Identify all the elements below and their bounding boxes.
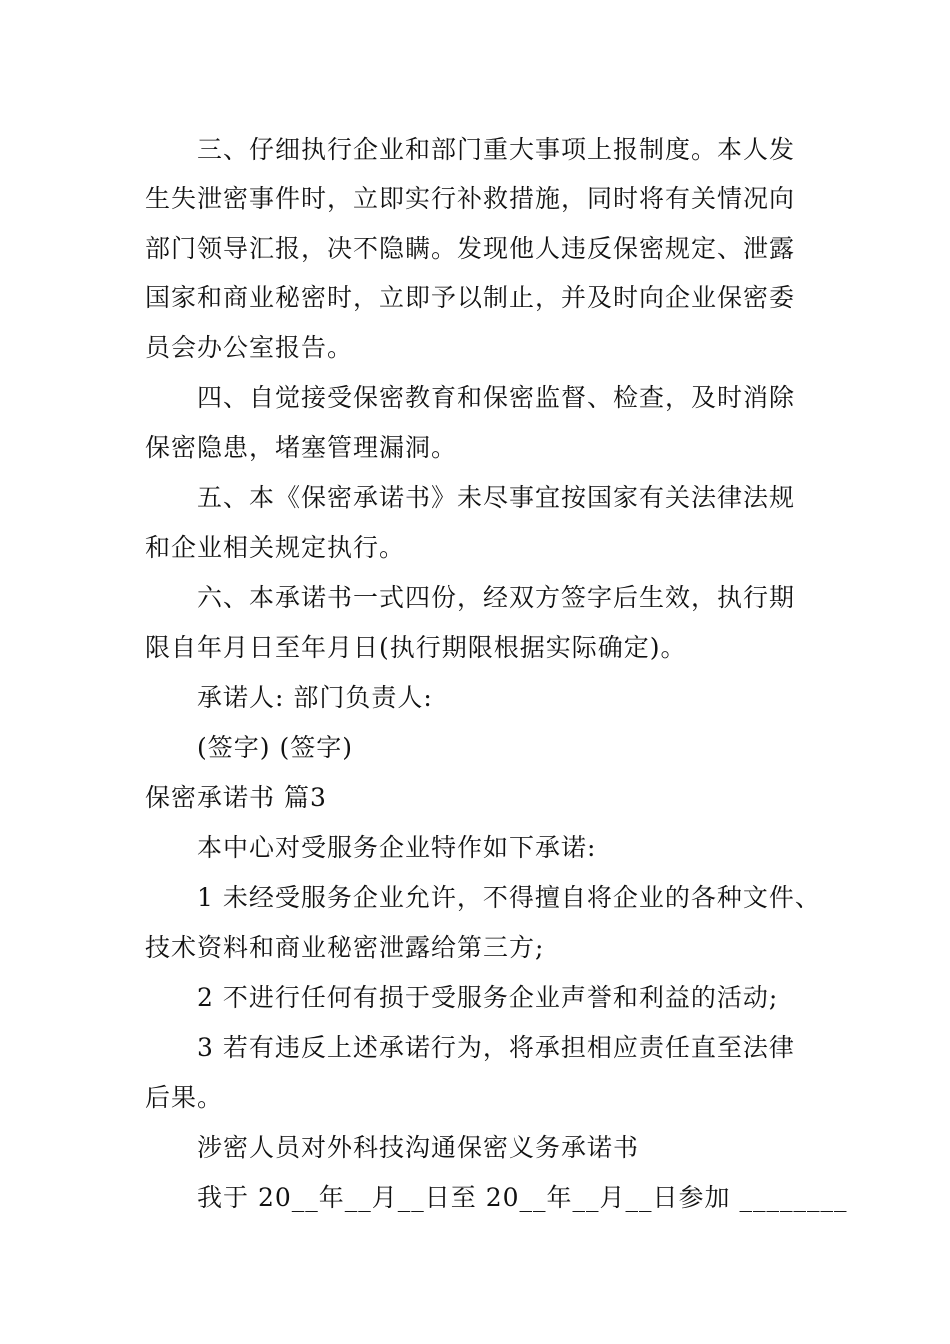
- text-line: 四、自觉接受保密教育和保密监督、检查，及时消除: [197, 383, 796, 412]
- text-line: 保密隐患，堵塞管理漏洞。: [145, 433, 458, 462]
- text-line: 国家和商业秘密时，立即予以制止，并及时向企业保密委: [145, 283, 796, 312]
- list-item: 3 若有违反上述承诺行为，将承担相应责任直至法律: [197, 1033, 795, 1062]
- text-line: 员会办公室报告。: [145, 333, 354, 362]
- text-line: 技术资料和商业秘密泄露给第三方;: [145, 933, 545, 962]
- list-item: 1 未经受服务企业允许，不得擅自将企业的各种文件、: [197, 883, 821, 912]
- text-line: 部门领导汇报，决不隐瞒。发现他人违反保密规定、泄露: [145, 234, 796, 263]
- text-line: 五、本《保密承诺书》未尽事宜按国家有关法律法规: [197, 483, 796, 512]
- text-line: 本中心对受服务企业特作如下承诺:: [197, 833, 597, 862]
- text-line: 生失泄密事件时，立即实行补救措施，同时将有关情况向: [145, 184, 796, 213]
- text-line: 三、仔细执行企业和部门重大事项上报制度。本人发: [197, 135, 796, 164]
- signer-label-line: 承诺人: 部门负责人:: [197, 683, 433, 712]
- text-line: 后果。: [145, 1083, 224, 1112]
- text-line: 六、本承诺书一式四份，经双方签字后生效，执行期: [197, 583, 796, 612]
- signature-line: (签字) (签字): [197, 733, 353, 762]
- section-heading: 保密承诺书 篇3: [145, 783, 327, 812]
- text-line: 我于 20__年__月__日至 20__年__月__日参加 ________: [197, 1183, 848, 1212]
- document-subtitle: 涉密人员对外科技沟通保密义务承诺书: [197, 1133, 640, 1162]
- text-line: 和企业相关规定执行。: [145, 533, 406, 562]
- text-line: 限自年月日至年月日(执行期限根据实际确定)。: [145, 633, 687, 662]
- list-item: 2 不进行任何有损于受服务企业声誉和利益的活动;: [197, 983, 779, 1012]
